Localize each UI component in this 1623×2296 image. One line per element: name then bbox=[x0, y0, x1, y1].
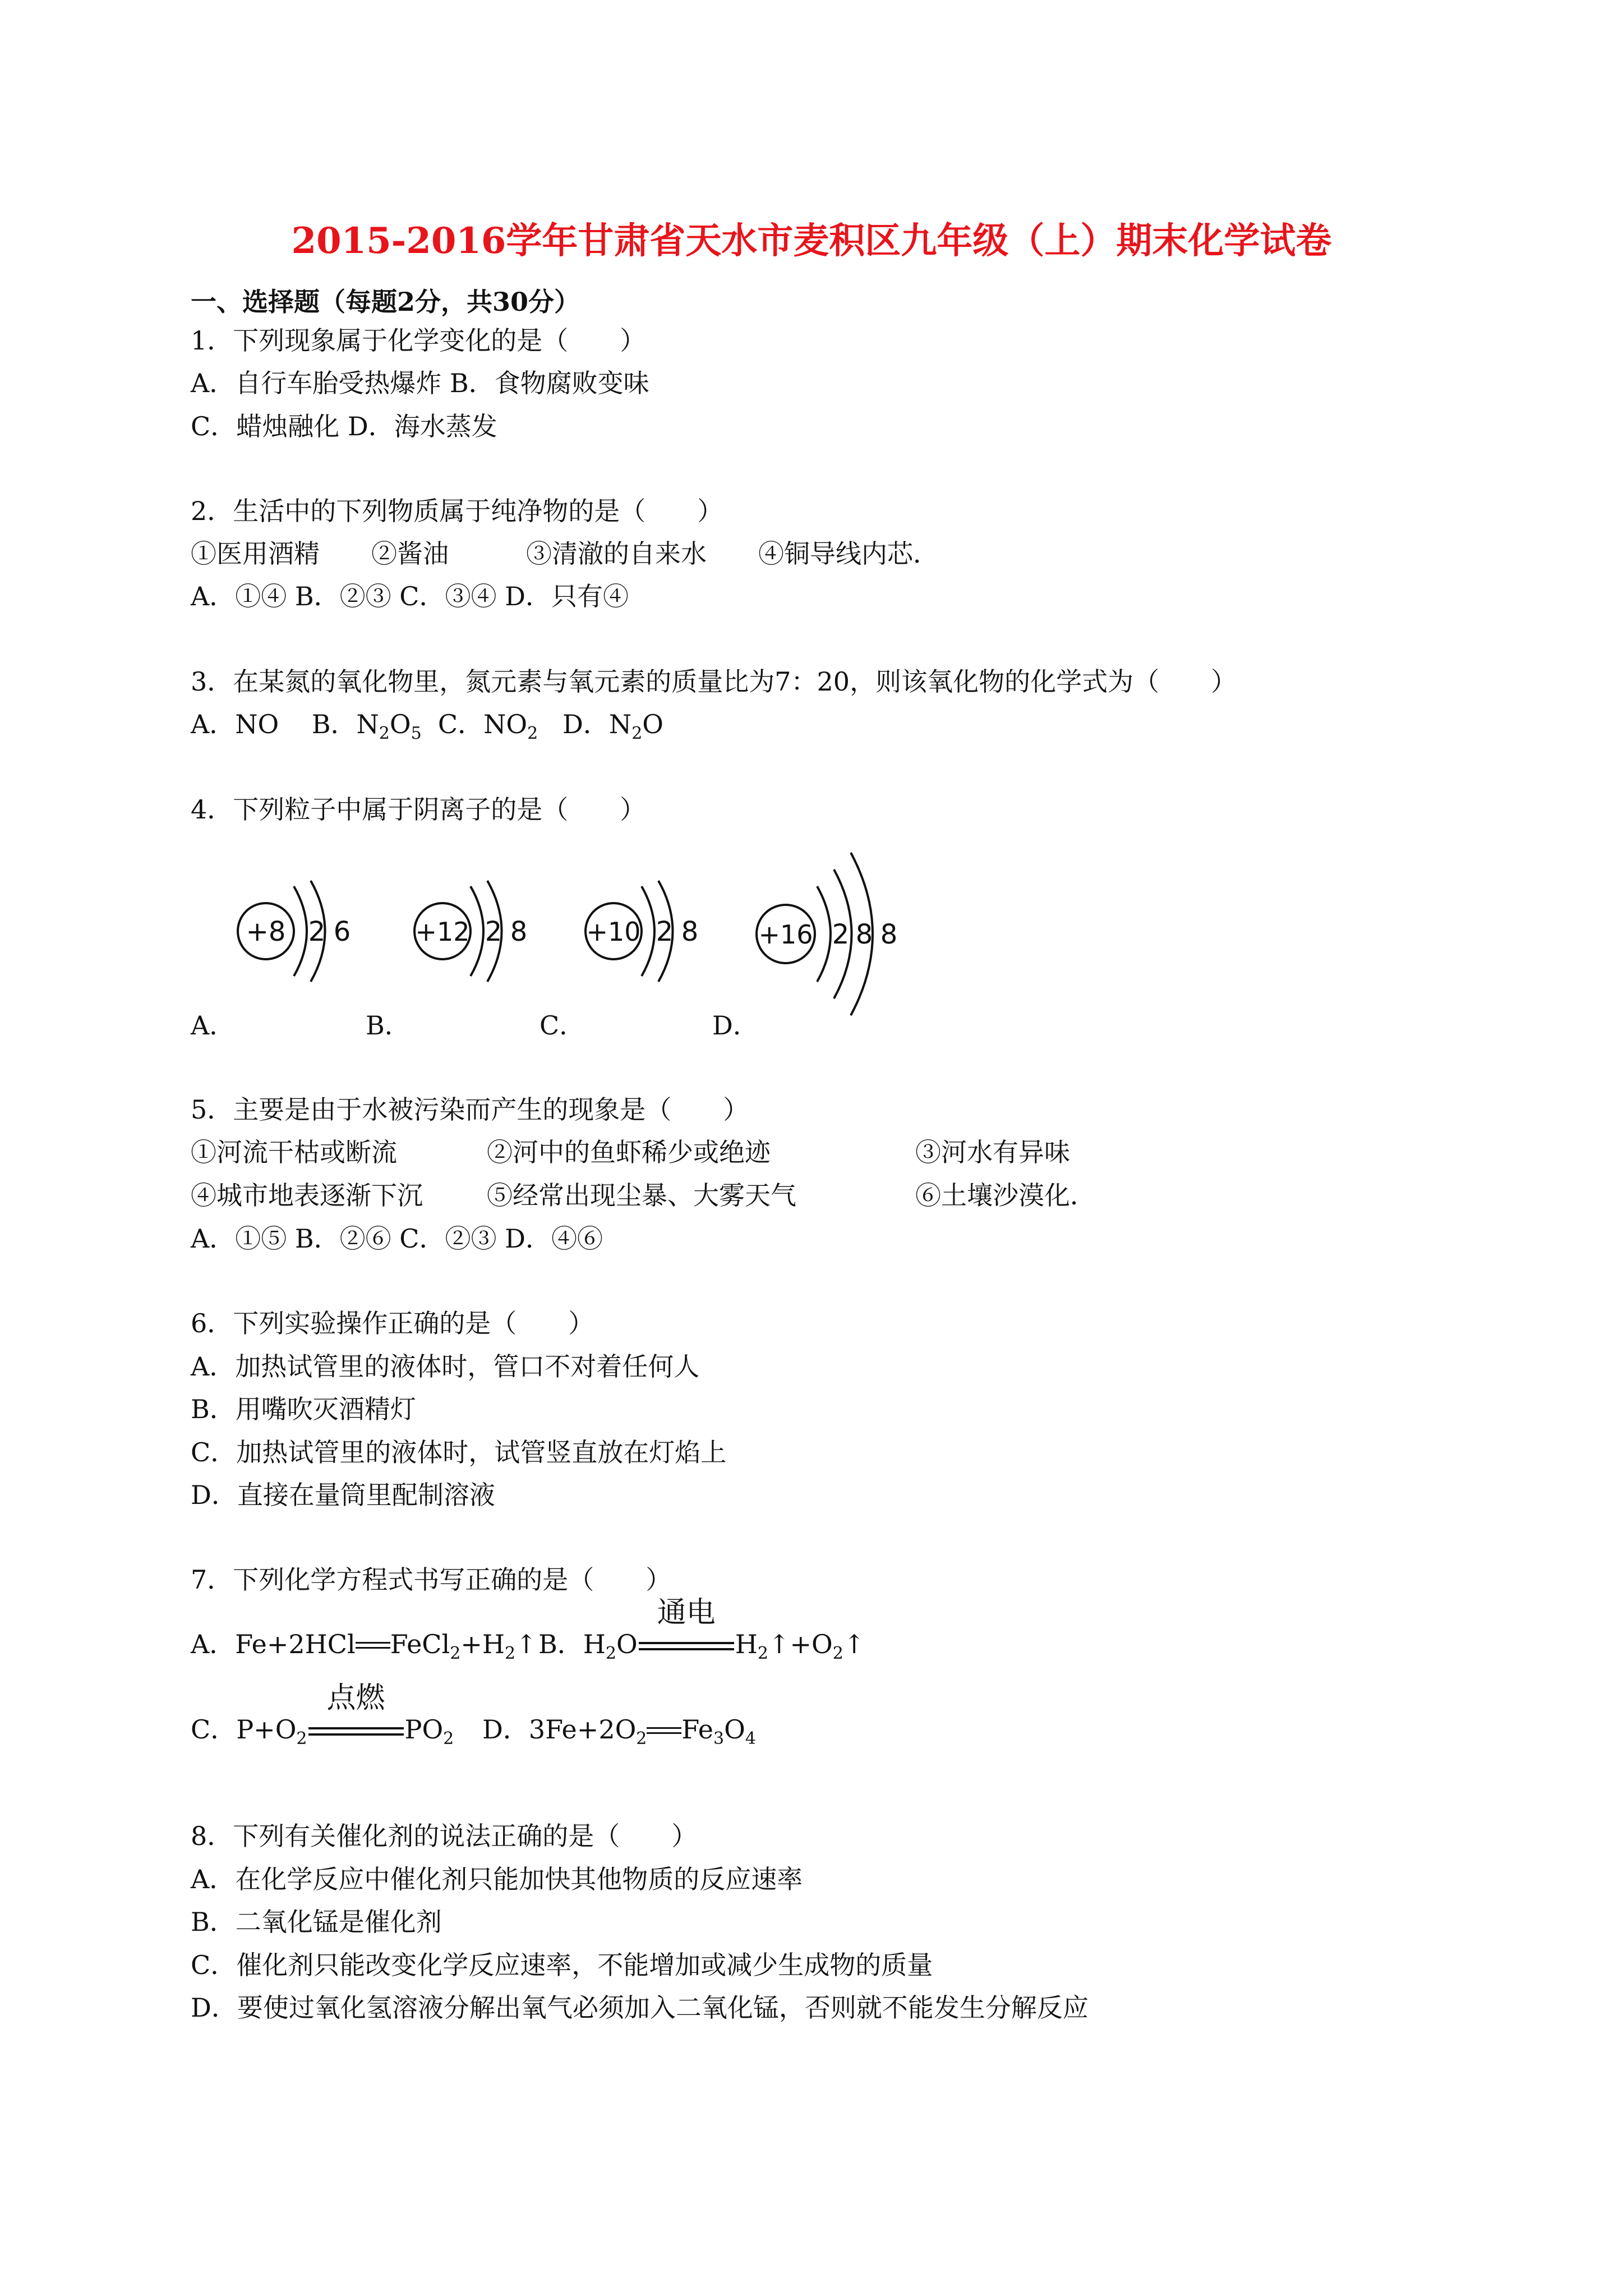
atom-c-shell-2: 8 bbox=[681, 916, 699, 947]
question-3-stem: 3．在某氮的氧化物里，氮元素与氧元素的质量比为7：20，则该氧化物的化学式为（ ） bbox=[191, 666, 1237, 697]
q5-item-2: ②河中的鱼虾稀少或绝迹 bbox=[487, 1137, 771, 1167]
q8-option-a: A．在化学反应中催化剂只能加快其他物质的反应速率 bbox=[191, 1864, 803, 1894]
q5-item-5: ⑤经常出现尘暴、大雾天气 bbox=[487, 1180, 796, 1211]
question-7-stem: 7．下列化学方程式书写正确的是（ ） bbox=[191, 1565, 672, 1595]
atom-a-shell-1: 2 bbox=[308, 916, 326, 947]
atom-c-shell-1: 2 bbox=[656, 916, 674, 947]
question-5-options: A．①⑤ B．②⑥ C．②③ D．④⑥ bbox=[191, 1223, 603, 1254]
atom-d-shell-3: 8 bbox=[880, 919, 898, 950]
atom-d-shell-2: 8 bbox=[855, 919, 873, 950]
q5-item-1: ①河流干枯或断流 bbox=[191, 1137, 397, 1167]
question-2-options: A．①④ B．②③ C．③④ D．只有④ bbox=[191, 581, 629, 611]
atom-d-nucleus: +16 bbox=[758, 919, 813, 950]
q7-c-condition: 点燃 bbox=[308, 1726, 404, 1737]
q6-option-b: B．用嘴吹灭酒精灯 bbox=[191, 1394, 416, 1424]
atom-a-nucleus: +8 bbox=[246, 916, 286, 947]
question-1-options-cd: C．蜡烛融化 D．海水蒸发 bbox=[191, 411, 497, 441]
atom-c-nucleus: +10 bbox=[586, 917, 641, 947]
q7-b-condition: 通电 bbox=[639, 1641, 734, 1652]
section-heading: 一、选择题（每题2分，共30分） bbox=[191, 287, 580, 317]
question-2-stem: 2．生活中的下列物质属于纯净物的是（ ） bbox=[191, 496, 723, 526]
q5-item-6: ⑥土壤沙漠化． bbox=[915, 1180, 1096, 1211]
q7-equation-a: A．Fe+2HCl $FeCl_2+H_2↑$ bbox=[191, 1629, 537, 1663]
question-1-options-ab: A．自行车胎受热爆炸 B．食物腐败变味 bbox=[191, 368, 649, 398]
question-4-stem: 4．下列粒子中属于阴离子的是（ ） bbox=[191, 794, 646, 825]
question-1-stem: 1．下列现象属于化学变化的是（ ） bbox=[191, 325, 646, 356]
q4-label-b: B． bbox=[366, 1010, 411, 1041]
q8-option-d: D．要使过氧化氢溶液分解出氧气必须加入二氧化锰，否则就不能发生分解反应 bbox=[191, 1993, 1089, 2023]
atom-b-shell-1: 2 bbox=[485, 916, 502, 947]
q6-option-c: C．加热试管里的液体时，试管竖直放在灯焰上 bbox=[191, 1437, 727, 1467]
question-8-stem: 8．下列有关催化剂的说法正确的是（ ） bbox=[191, 1821, 698, 1851]
q8-option-b: B．二氧化锰是催化剂 bbox=[191, 1907, 442, 1937]
atom-b-nucleus: +12 bbox=[415, 917, 470, 947]
atom-diagram-a bbox=[236, 864, 370, 1001]
question-2-items: ①医用酒精 ②酱油 ③清澈的自来水 ④铜导线内芯． bbox=[191, 539, 939, 569]
question-5-stem: 5．主要是由于水被污染而产生的现象是（ ） bbox=[191, 1094, 749, 1125]
exam-title: 2015-2016学年甘肃省天水市麦积区九年级（上）期末化学试卷 bbox=[291, 220, 1332, 262]
question-6-stem: 6．下列实验操作正确的是（ ） bbox=[191, 1308, 594, 1338]
q7-equation-d: D．$3Fe+2O_2$ $Fe_3O_4$ bbox=[482, 1714, 756, 1749]
q7-equation-c: C．$P+O_2$ 点燃 $PO_2$ bbox=[191, 1681, 454, 1749]
atom-diagram-d bbox=[754, 841, 934, 1029]
q5-item-4: ④城市地表逐渐下沉 bbox=[191, 1180, 423, 1211]
q3-option-a: A．NO bbox=[191, 709, 279, 739]
q5-item-3: ③河水有异味 bbox=[915, 1137, 1070, 1167]
atom-b-shell-2: 8 bbox=[510, 916, 528, 947]
atom-diagram-b bbox=[412, 864, 547, 1001]
q4-label-d: D． bbox=[712, 1010, 759, 1041]
q3-option-b: B．$N_2O_5$ bbox=[311, 709, 422, 743]
question-3-options bbox=[191, 709, 663, 743]
q6-option-d: D．直接在量筒里配制溶液 bbox=[191, 1480, 495, 1510]
atom-d-shell-1: 2 bbox=[832, 919, 850, 950]
q6-option-a: A．加热试管里的液体时，管口不对着任何人 bbox=[191, 1351, 700, 1382]
q3-option-c: C．$NO_2$ bbox=[437, 709, 538, 743]
q3-option-d: D．$N_2O$ bbox=[562, 709, 663, 743]
q8-option-c: C．催化剂只能改变化学反应速率，不能增加或减少生成物的质量 bbox=[191, 1950, 933, 1980]
q4-label-c: C． bbox=[540, 1010, 585, 1041]
atom-diagram-c bbox=[583, 864, 718, 1001]
q7-equation-b: B．$H_2O$ 通电 $H_2↑+O_2↑$ bbox=[538, 1596, 865, 1663]
atom-a-shell-2: 6 bbox=[333, 916, 351, 947]
q4-label-a: A． bbox=[191, 1010, 236, 1041]
